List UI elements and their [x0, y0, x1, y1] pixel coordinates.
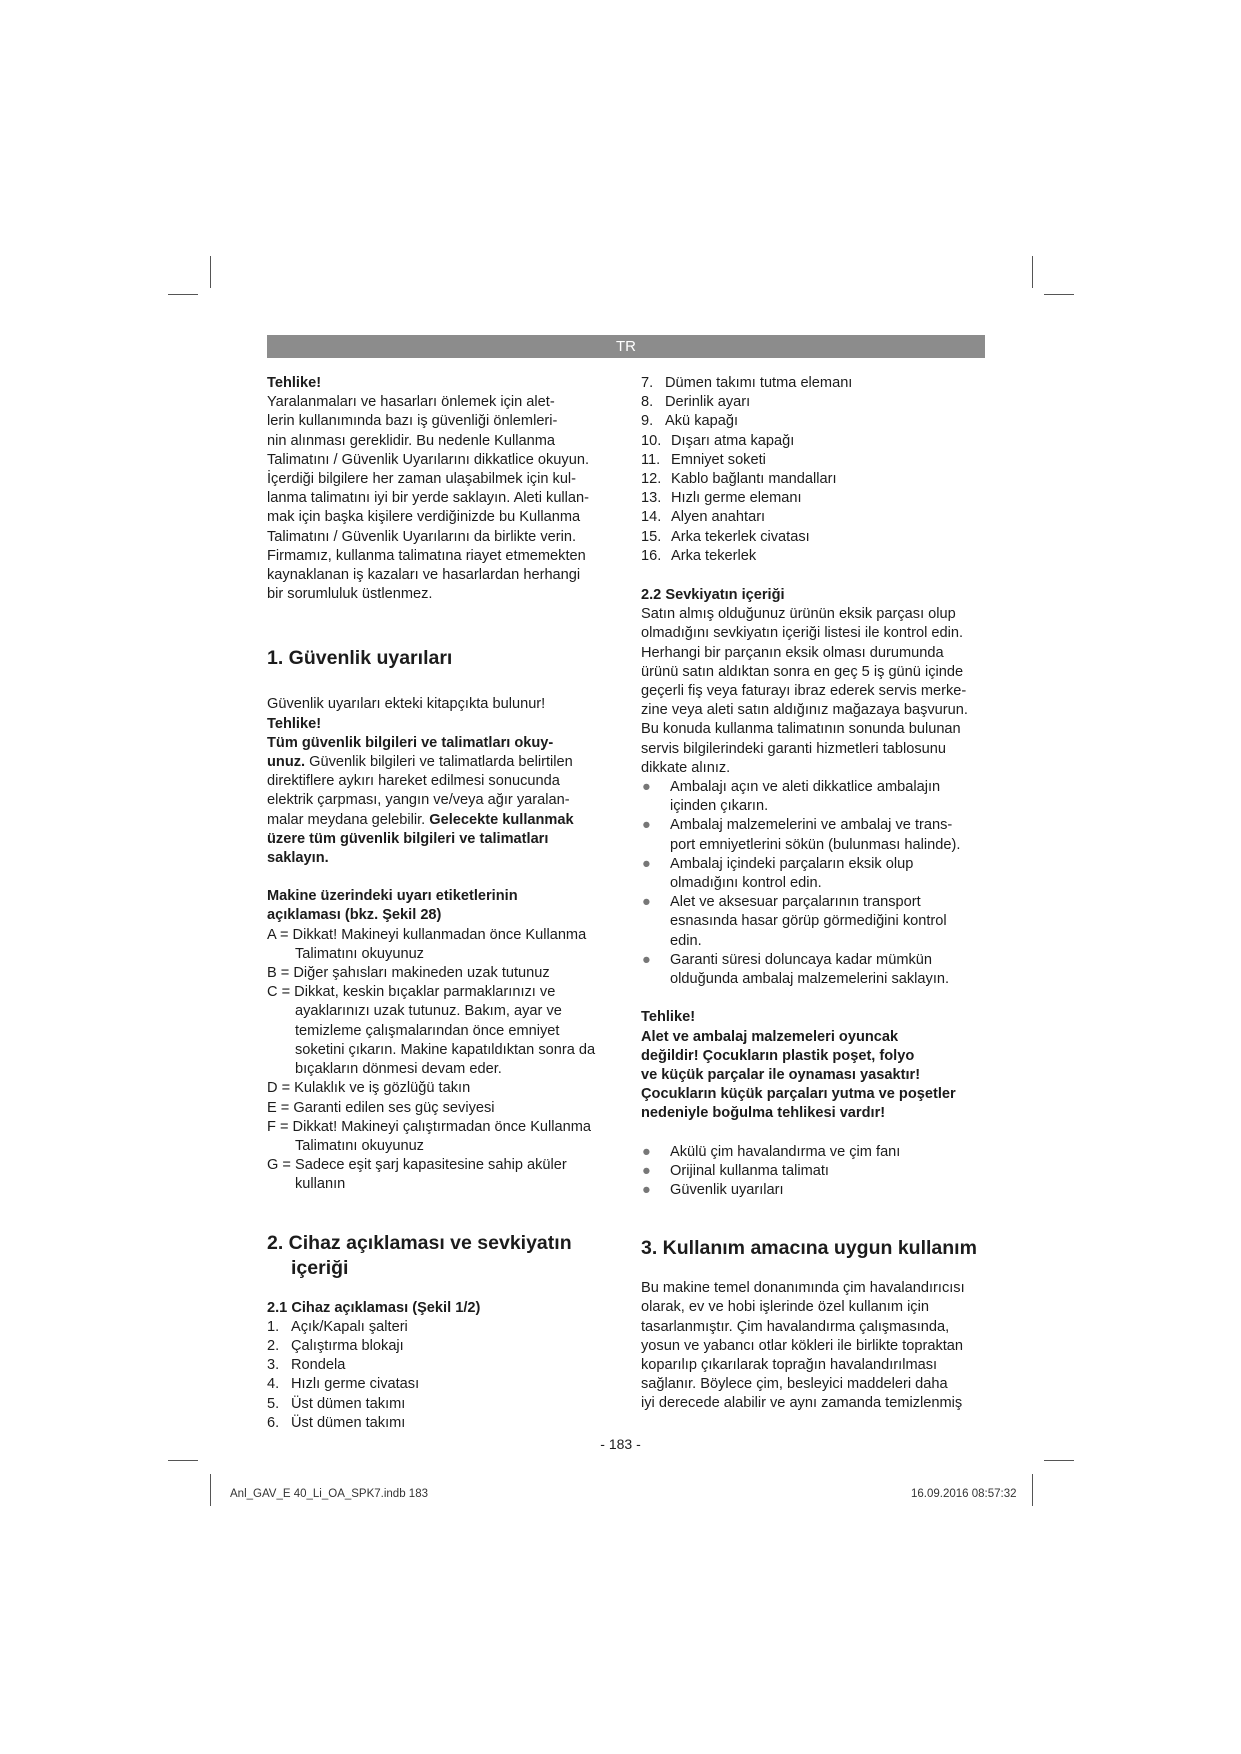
- bullet-line: Orijinal kullanma talimatı: [670, 1162, 829, 1179]
- label-item: [267, 1099, 617, 1118]
- item-number: 7.: [641, 375, 654, 391]
- list-item: [641, 547, 986, 566]
- label-line: B = Diğer şahısları makineden uzak tutunuz: [267, 965, 550, 982]
- bullet-line: Ambalaj içindeki parçaların eksik olup: [670, 855, 914, 872]
- list-item: [641, 816, 986, 854]
- bullet-icon: ●: [642, 779, 651, 796]
- item-label: Kablo bağlantı mandalları: [671, 471, 837, 488]
- safety-mixed-line: [267, 753, 617, 772]
- item-label: Üst dümen takımı: [291, 1395, 406, 1412]
- delivery-line: Satın almış olduğunuz ürünün eksik parçası olup: [641, 606, 956, 623]
- list-item: [641, 393, 986, 412]
- bullet-icon: ●: [642, 894, 651, 911]
- item-label: Rondela: [291, 1357, 346, 1374]
- label-item: [267, 1079, 617, 1098]
- intended-use-text: [641, 1279, 986, 1413]
- section-3-title: 3. Kullanım amacına uygun kullanım: [641, 1237, 977, 1260]
- delivery-line: dikkate alınız.: [641, 759, 731, 776]
- bullet-line: Güvenlik uyarıları: [670, 1181, 784, 1198]
- safety-bold-line: saklayın.: [267, 850, 329, 867]
- list-item: [267, 1318, 617, 1337]
- list-item: [267, 1395, 617, 1414]
- bullet-icon: ●: [642, 855, 651, 872]
- intro-line: Yaralanmaları ve hasarları önlemek için alet-: [267, 394, 555, 411]
- label-line: temizleme çalışmalarından önce emniyet: [295, 1022, 560, 1039]
- intended-use-line: yosun ve yabancı otlar kökleri ile birlikte topraktan: [641, 1337, 964, 1354]
- crop-mark: [1044, 1460, 1074, 1461]
- label-line: E = Garanti edilen ses güç seviyesi: [267, 1099, 495, 1116]
- intro-line: Talimatını / Güvenlik Uyarılarını dikkatlice okuyun.: [267, 451, 590, 468]
- section-2-2-title: 2.2 Sevkiyatın içeriği: [641, 587, 785, 604]
- item-number: 15.: [641, 528, 662, 545]
- label-line: A = Dikkat! Makineyi kullanmadan önce Kullanma: [267, 926, 587, 943]
- label-line: kullanın: [295, 1176, 346, 1193]
- crop-mark: [168, 1460, 198, 1461]
- intro-text: [267, 393, 617, 604]
- bullet-line: Ambalajı açın ve aleti dikkatlice ambalajın: [670, 779, 941, 796]
- unpacking-steps-list: [641, 778, 986, 989]
- item-label: Hızlı germe elemanı: [671, 490, 802, 507]
- warning-labels-list: [267, 926, 617, 1195]
- bullet-icon: ●: [642, 817, 651, 834]
- crop-mark: [210, 1474, 211, 1506]
- intended-use-line: tasarlanmıştır. Çim havalandırma çalışmasında,: [641, 1318, 950, 1335]
- list-item: [641, 1181, 986, 1200]
- safety-bold-fragment: Gelecekte kullanmak: [429, 811, 574, 828]
- bullet-line: olduğunda ambalaj malzemelerini saklayın.: [670, 971, 950, 988]
- intro-line: kaynaklanan iş kazaları ve hasarlardan herhangi: [267, 567, 581, 584]
- label-line: C = Dikkat, keskin bıçaklar parmaklarınızı ve: [267, 984, 556, 1001]
- intro-line: mak için başka kişilere verdiğinizde bu Kullanma: [267, 509, 581, 526]
- bullet-line: esnasında hasar görüp görmediğini kontrol: [670, 913, 947, 930]
- bullet-icon: ●: [642, 1181, 651, 1198]
- delivery-line: Bu konuda kullanma talimatının sonunda bulunan: [641, 721, 961, 738]
- bullet-line: Garanti süresi doluncaya kadar mümkün: [670, 951, 933, 968]
- item-number: 3.: [267, 1357, 280, 1374]
- safety-text-line: elektrik çarpması, yangın ve/veya ağır yaralan-: [267, 792, 570, 809]
- intended-use-line: iyi derecede alabilir ve aynı zamanda temizlenmiş: [641, 1395, 963, 1412]
- item-number: 12.: [641, 471, 662, 488]
- list-item: [641, 489, 986, 508]
- item-label: Akü kapağı: [665, 413, 739, 430]
- intro-line: Talimatını / Güvenlik Uyarılarını da birlikte verin.: [267, 528, 577, 545]
- safety-bold-line: Tüm güvenlik bilgileri ve talimatları okuy-: [267, 734, 554, 751]
- danger-line: Çocukların küçük parçaları yutma ve poşetler: [641, 1086, 956, 1103]
- label-line: ayaklarınızı uzak tutunuz. Bakım, ayar ve: [295, 1003, 562, 1020]
- item-label: Çalıştırma blokajı: [291, 1337, 404, 1354]
- list-item: [641, 778, 986, 816]
- intro-line: Firmamız, kullanma talimatına riayet etmemekten: [267, 547, 586, 564]
- item-label: Açık/Kapalı şalteri: [291, 1318, 408, 1335]
- item-number: 1.: [267, 1318, 280, 1335]
- crop-mark: [210, 256, 211, 288]
- delivery-line: geçerli fiş veya faturayı ibraz ederek servis merke-: [641, 683, 967, 700]
- list-item: [641, 893, 986, 951]
- bullet-icon: ●: [642, 1143, 651, 1160]
- safety-bold-line: üzere tüm güvenlik bilgileri ve talimatları: [267, 830, 549, 847]
- item-number: 11.: [641, 451, 661, 468]
- item-label: Üst dümen takımı: [291, 1414, 406, 1431]
- safety-text-fragment: malar meydana gelebilir.: [267, 811, 430, 828]
- bullet-line: Akülü çim havalandırma ve çim fanı: [670, 1143, 901, 1160]
- item-number: 6.: [267, 1414, 280, 1431]
- danger-line: ve küçük parçalar ile oynaması yasaktır!: [641, 1066, 921, 1083]
- label-line: bıçakların dönmesi devam eder.: [295, 1061, 502, 1078]
- list-item: [641, 855, 986, 893]
- delivery-line: ürünü satın aldıktan sonra en geç 5 iş günü içinde: [641, 663, 964, 680]
- labels-title: Makine üzerindeki uyarı etiketlerinin: [267, 888, 518, 905]
- item-number: 2.: [267, 1337, 280, 1354]
- crop-mark: [1044, 294, 1074, 295]
- label-line: D = Kulaklık ve iş gözlüğü takın: [267, 1080, 471, 1097]
- crop-mark: [1032, 1474, 1033, 1506]
- section-2-1-title: 2.1 Cihaz açıklaması (Şekil 1/2): [267, 1299, 481, 1316]
- parts-list: [267, 1318, 617, 1433]
- danger-notice: [641, 1008, 986, 1123]
- item-number: 8.: [641, 394, 654, 411]
- safety-text-line: direktiflere aykırı hareket edilmesi sonucunda: [267, 773, 560, 790]
- bullet-icon: ●: [642, 1162, 651, 1179]
- list-item: [641, 1162, 986, 1181]
- footer-datetime: 16.09.2016 08:57:32: [911, 1488, 1017, 1500]
- item-label: Hızlı germe civatası: [291, 1376, 420, 1393]
- danger-line: değildir! Çocukların plastik poşet, folyo: [641, 1047, 915, 1064]
- language-header-bar: TR: [267, 335, 985, 358]
- item-number: 16.: [641, 547, 662, 564]
- crop-mark: [168, 294, 198, 295]
- section-2-title: içeriği: [291, 1256, 349, 1279]
- bullet-line: Ambalaj malzemelerini ve ambalaj ve trans-: [670, 817, 953, 834]
- item-number: 13.: [641, 490, 662, 507]
- list-item: [641, 374, 986, 393]
- safety-booklet-note: Güvenlik uyarıları ekteki kitapçıkta bulunur!: [267, 696, 546, 713]
- label-line: G = Sadece eşit şarj kapasitesine sahip aküler: [267, 1157, 567, 1174]
- crop-mark: [1032, 256, 1033, 288]
- bullet-line: içinden çıkarın.: [670, 798, 769, 815]
- right-column: [641, 374, 986, 1414]
- label-item: [267, 1118, 617, 1156]
- danger-line: Alet ve ambalaj malzemeleri oyuncak: [641, 1028, 899, 1045]
- page-number: - 183 -: [600, 1436, 641, 1452]
- intended-use-line: olarak, ev ve hobi işlerinde özel kullanım için: [641, 1299, 929, 1316]
- danger-label: Tehlike!: [641, 1009, 696, 1026]
- label-item: [267, 983, 617, 1079]
- safety-text-fragment: Güvenlik bilgileri ve talimatlarda belirtilen: [305, 754, 573, 771]
- item-number: 14.: [641, 509, 662, 526]
- bullet-line: Alet ve aksesuar parçalarının transport: [670, 894, 921, 911]
- list-item: [641, 432, 986, 451]
- intro-title: Tehlike!: [267, 375, 322, 391]
- delivery-text: [641, 605, 986, 778]
- parts-list-continued: [641, 374, 986, 566]
- bullet-line: edin.: [670, 932, 702, 949]
- intended-use-line: koparılıp çıkarılarak toprağın havalandırılması: [641, 1356, 938, 1373]
- item-label: Dümen takımı tutma elemanı: [665, 375, 853, 391]
- label-line: soketini çıkarın. Makine kapatıldıktan sonra da: [295, 1041, 596, 1058]
- delivery-line: zine veya aleti satın aldığınız mağazaya başvurun.: [641, 702, 968, 719]
- label-item: [267, 926, 617, 964]
- delivery-line: olmadığını sevkiyatın içeriği listesi ile kontrol edin.: [641, 625, 964, 642]
- label-item: [267, 964, 617, 983]
- section-1-title: 1. Güvenlik uyarıları: [267, 647, 453, 670]
- intro-line: lanma talimatını iyi bir yerde saklayın. Aleti kullan-: [267, 490, 590, 507]
- delivery-contents-list: [641, 1143, 986, 1201]
- item-label: Derinlik ayarı: [665, 394, 751, 411]
- item-number: 10.: [641, 432, 662, 449]
- danger-line: nedeniyle boğulma tehlikesi vardır!: [641, 1105, 886, 1122]
- intro-line: lerin kullanımında bazı iş güvenliği önlemleri-: [267, 413, 558, 430]
- list-item: [267, 1337, 617, 1356]
- item-label: Emniyet soketi: [671, 451, 766, 468]
- danger-label: Tehlike!: [267, 715, 322, 732]
- list-item: [641, 412, 986, 431]
- intro-line: İçerdiği bilgilere her zaman ulaşabilmek için kul-: [267, 471, 577, 488]
- delivery-line: Herhangi bir parçanın eksik olması durumunda: [641, 644, 944, 661]
- intended-use-line: sağlanır. Böylece çim, besleyici maddeleri daha: [641, 1376, 948, 1393]
- list-item: [641, 1143, 986, 1162]
- item-label: Alyen anahtarı: [671, 509, 766, 526]
- labels-title: açıklaması (bkz. Şekil 28): [267, 907, 442, 924]
- bullet-line: olmadığını kontrol edin.: [670, 875, 822, 892]
- bullet-icon: ●: [642, 951, 651, 968]
- list-item: [641, 528, 986, 547]
- list-item: [267, 1356, 617, 1375]
- item-label: Dışarı atma kapağı: [671, 432, 795, 449]
- intro-line: bir sorumluluk üstlenmez.: [267, 586, 433, 603]
- list-item: [641, 470, 986, 489]
- safety-mixed-line: [267, 811, 617, 830]
- item-number: 5.: [267, 1395, 280, 1412]
- item-number: 9.: [641, 413, 654, 430]
- list-item: [641, 508, 986, 527]
- footer-file-name: Anl_GAV_E 40_Li_OA_SPK7.indb 183: [230, 1488, 428, 1500]
- list-item: [641, 451, 986, 470]
- item-label: Arka tekerlek: [671, 547, 757, 564]
- intended-use-line: Bu makine temel donanımında çim havalandırıcısı: [641, 1280, 965, 1297]
- section-2-title: 2. Cihaz açıklaması ve sevkiyatın: [267, 1231, 572, 1254]
- label-item: [267, 1156, 617, 1194]
- label-line: Talimatını okuyunuz: [295, 1137, 424, 1154]
- item-label: Arka tekerlek civatası: [671, 528, 810, 545]
- bullet-line: port emniyetlerini sökün (bulunması halinde).: [670, 836, 961, 853]
- intro-line: nin alınması gereklidir. Bu nedenle Kullanma: [267, 432, 555, 449]
- safety-bold-fragment: unuz.: [267, 754, 306, 771]
- label-line: F = Dikkat! Makineyi çalıştırmadan önce Kullanma: [267, 1118, 592, 1135]
- list-item: [267, 1375, 617, 1394]
- list-item: [267, 1414, 617, 1433]
- left-column: [267, 374, 617, 1433]
- list-item: [641, 951, 986, 989]
- delivery-line: servis bilgilerindeki garanti hizmetleri tablosunu: [641, 740, 946, 757]
- item-number: 4.: [267, 1376, 280, 1393]
- label-line: Talimatını okuyunuz: [295, 945, 424, 962]
